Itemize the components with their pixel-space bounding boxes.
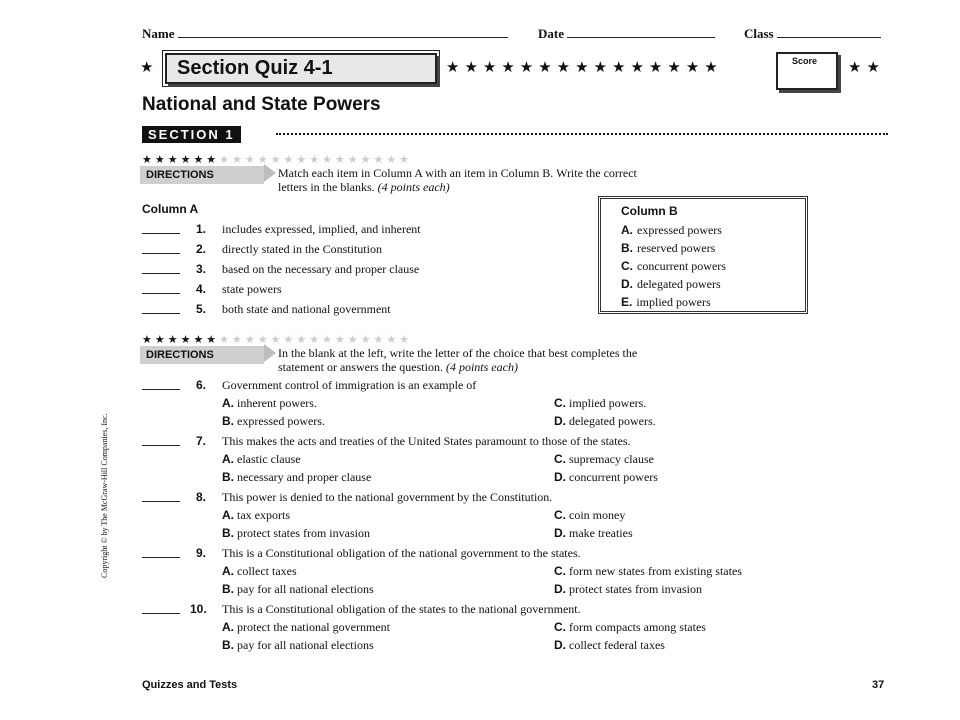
choice-a: A. protect the national government — [222, 620, 390, 634]
choice-a: A. elastic clause — [222, 452, 301, 466]
question-text: This makes the acts and treaties of the United States paramount to those of the states. — [222, 434, 631, 448]
points-note-2: (4 points each) — [445, 360, 518, 374]
answer-blank[interactable] — [142, 302, 180, 314]
item-number: 4. — [196, 282, 207, 296]
answer-blank[interactable] — [142, 378, 180, 390]
choice-b: B. pay for all national elections — [222, 638, 374, 652]
item-text: both state and national government — [222, 302, 391, 316]
date-line[interactable] — [567, 27, 715, 38]
question-text: This power is denied to the national government by the Constitution. — [222, 490, 553, 504]
list-item — [621, 239, 726, 257]
answer-blank[interactable] — [142, 546, 180, 558]
list-item — [621, 221, 726, 239]
star-row-right: ★★ — [848, 58, 885, 76]
item-text: includes expressed, implied, and inherent — [222, 222, 421, 236]
question-list — [142, 378, 902, 658]
points-note-1: (4 points each) — [377, 180, 450, 194]
option-letter: E. — [621, 295, 633, 309]
choice-a: A. collect taxes — [222, 564, 297, 578]
item-text: based on the necessary and proper clause — [222, 262, 420, 276]
question-number: 6. — [196, 378, 207, 392]
arrow-icon — [264, 344, 276, 362]
date-label: Date — [538, 26, 564, 41]
name-line[interactable] — [178, 27, 508, 38]
column-b-heading: Column B — [621, 204, 678, 218]
question-text: This is a Constitutional obligation of the states to the national government. — [222, 602, 581, 616]
quiz-title: Section Quiz 4-1 — [165, 53, 437, 84]
date-field — [538, 26, 715, 42]
option-letter: B. — [621, 241, 633, 255]
item-number: 1. — [196, 222, 207, 236]
choice-c: C. form new states from existing states — [554, 564, 742, 578]
option-text: expressed powers — [637, 223, 722, 237]
option-letter: D. — [621, 277, 633, 291]
directions-label-1: DIRECTIONS — [140, 166, 264, 184]
item-number: 3. — [196, 262, 207, 276]
choice-a: A. tax exports — [222, 508, 290, 522]
question-text: Government control of immigration is an example of — [222, 378, 477, 392]
question-text: This is a Constitutional obligation of the national government to the states. — [222, 546, 581, 560]
option-text: implied powers — [636, 295, 711, 309]
section-divider — [276, 133, 888, 135]
page-number: 37 — [872, 679, 885, 691]
star-left: ★ — [140, 58, 159, 76]
star-row-middle: ★★★★★★★★★★★★★★★ — [446, 58, 723, 76]
directions-stars-1: ★★★★★★★★★★★★★★★★★★★★★ — [142, 153, 413, 166]
answer-blank[interactable] — [142, 242, 180, 254]
score-box[interactable] — [776, 52, 838, 90]
choice-d: D. concurrent powers — [554, 470, 658, 484]
item-text: state powers — [222, 282, 282, 296]
column-b-list — [621, 221, 726, 311]
class-line[interactable] — [777, 27, 881, 38]
choice-a: A. inherent powers. — [222, 396, 317, 410]
name-label: Name — [142, 26, 175, 41]
list-item — [621, 293, 726, 311]
footer-label: Quizzes and Tests — [142, 679, 238, 691]
question-number: 7. — [196, 434, 207, 448]
arrow-icon — [264, 164, 276, 182]
directions-text-1-line2: letters in the blanks. (4 points each) — [278, 180, 450, 194]
answer-blank[interactable] — [142, 222, 180, 234]
question-7 — [142, 434, 902, 490]
choice-c: C. supremacy clause — [554, 452, 654, 466]
choice-c: C. implied powers. — [554, 396, 647, 410]
directions-text-2-line2: statement or answers the question. (4 points each) — [278, 360, 518, 374]
answer-blank[interactable] — [142, 490, 180, 502]
option-text: concurrent powers — [637, 259, 726, 273]
item-number: 5. — [196, 302, 207, 316]
directions-label-2: DIRECTIONS — [140, 346, 264, 364]
question-6 — [142, 378, 902, 434]
column-b-box — [598, 196, 808, 314]
choice-d: D. delegated powers. — [554, 414, 656, 428]
option-letter: A. — [621, 223, 633, 237]
list-item — [621, 275, 726, 293]
name-field — [142, 26, 508, 42]
option-text: delegated powers — [637, 277, 721, 291]
score-label: Score — [792, 56, 818, 66]
question-10 — [142, 602, 902, 658]
question-number: 8. — [196, 490, 207, 504]
choice-d: D. collect federal taxes — [554, 638, 665, 652]
question-number: 9. — [196, 546, 207, 560]
question-number: 10. — [190, 602, 207, 616]
answer-blank[interactable] — [142, 434, 180, 446]
option-text: reserved powers — [637, 241, 716, 255]
copyright-notice: Copyright © by The McGraw-Hill Companies, Inc. — [100, 413, 109, 578]
choice-d: D. make treaties — [554, 526, 633, 540]
section-label: SECTION 1 — [142, 126, 241, 143]
option-letter: C. — [621, 259, 633, 273]
class-field — [744, 26, 881, 42]
question-8 — [142, 490, 902, 546]
directions-text-1-line1: Match each item in Column A with an item in Column B. Write the correct — [278, 166, 637, 180]
choice-b: B. pay for all national elections — [222, 582, 374, 596]
choice-c: C. form compacts among states — [554, 620, 706, 634]
answer-blank[interactable] — [142, 602, 180, 614]
column-a-heading: Column A — [142, 202, 199, 216]
list-item — [621, 257, 726, 275]
choice-b: B. necessary and proper clause — [222, 470, 372, 484]
class-label: Class — [744, 26, 774, 41]
answer-blank[interactable] — [142, 282, 180, 294]
question-9 — [142, 546, 902, 602]
directions-text-2-line1: In the blank at the left, write the letter of the choice that best completes the — [278, 346, 638, 360]
choice-c: C. coin money — [554, 508, 626, 522]
item-number: 2. — [196, 242, 207, 256]
choice-b: B. expressed powers. — [222, 414, 325, 428]
item-text: directly stated in the Constitution — [222, 242, 382, 256]
page-title: National and State Powers — [142, 94, 381, 115]
choice-b: B. protect states from invasion — [222, 526, 370, 540]
quiz-title-frame — [162, 50, 440, 87]
choice-d: D. protect states from invasion — [554, 582, 702, 596]
answer-blank[interactable] — [142, 262, 180, 274]
directions-stars-2: ★★★★★★★★★★★★★★★★★★★★★ — [142, 333, 413, 346]
